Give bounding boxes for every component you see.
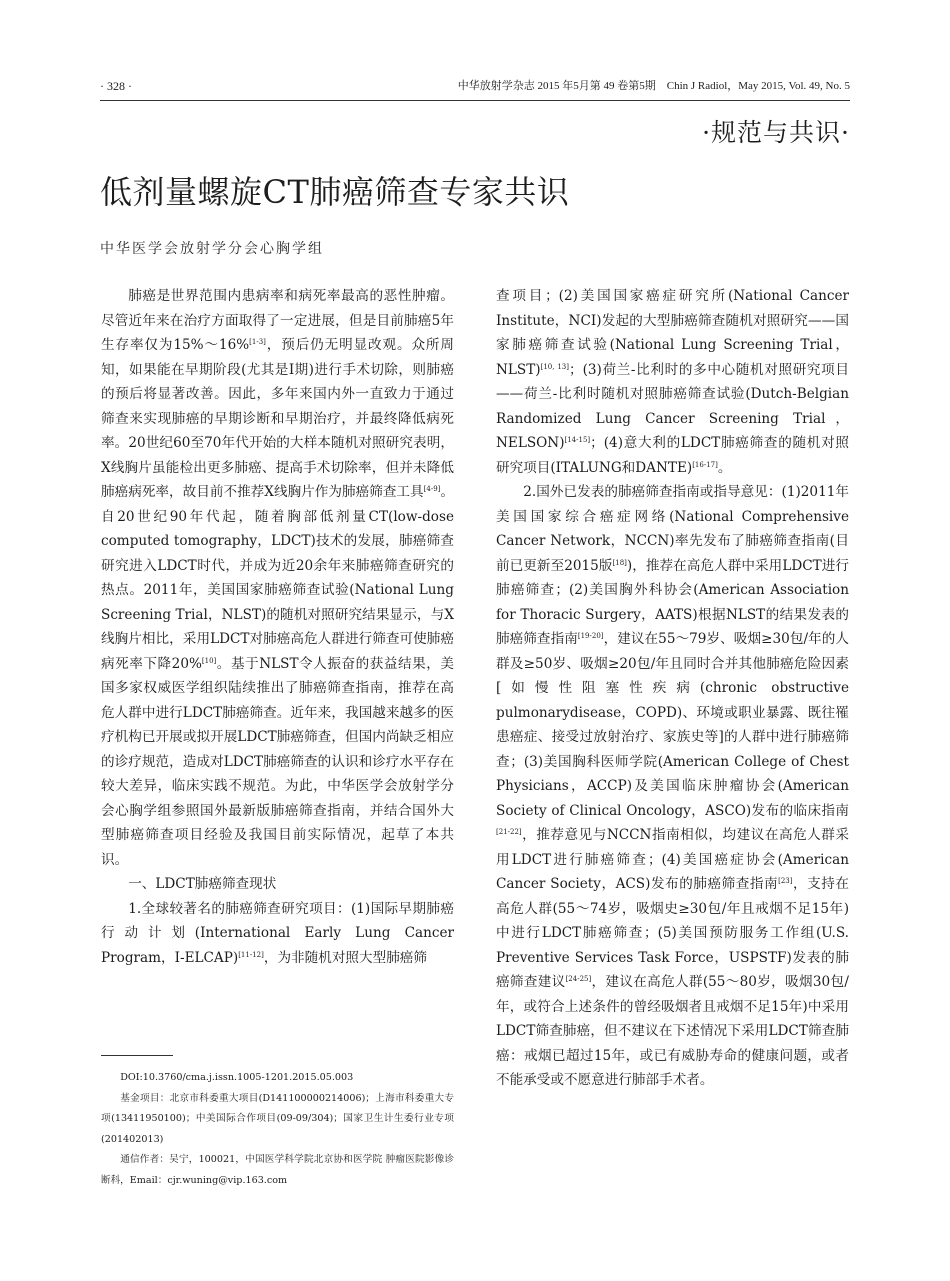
left-column bbox=[101, 284, 454, 970]
citation-ref: [23] bbox=[778, 877, 793, 885]
article-title: 低剂量螺旋CT肺癌筛查专家共识 bbox=[100, 173, 570, 211]
citation-ref: [10, 13] bbox=[540, 362, 569, 371]
text-run: 1.全球较著名的肺癌筛查研究项目：(1)国际早期肺癌行动计划(International Early Lung Cancer Program，I-ELCAP) bbox=[101, 900, 454, 966]
citation-ref: [21-22] bbox=[496, 828, 522, 836]
footnote-divider bbox=[101, 1055, 173, 1056]
citation-ref: [19-20] bbox=[577, 632, 604, 640]
intro-paragraph bbox=[101, 284, 454, 872]
text-run: )，推荐在高危人群中采用LDCT进行肺癌筛查；(2)美国胸外科协会(American Association for Thoracic Surgery，AATS)根据NLST的结果发表的肺癌筛查指南 bbox=[496, 557, 849, 647]
citation-ref: [18] bbox=[612, 558, 627, 567]
text-run: ，支持在高危人群(55～74岁，吸烟史≥30包/年且戒烟不足15年)中进行LDCT肺癌筛查；(5)美国预防服务工作组(U.S. Preventive Services Task Force，USPSTF)发表的肺癌筛查建议 bbox=[496, 876, 849, 990]
correspondence-footnote: 通信作者：吴宁，100021，中国医学科学院北京协和医学院 肿瘤医院影像诊断科，Email：cjr.wuning@vip.163.com bbox=[101, 1154, 454, 1186]
citation-ref: [14-15] bbox=[564, 436, 591, 444]
citation-ref: [4-9] bbox=[423, 485, 441, 493]
citation-ref: [16-17] bbox=[692, 460, 718, 469]
text-run: 肺癌是世界范围内患病率和病死率最高的恶性肿瘤。尽管近年来在治疗方面取得了一定进展，但是目前肺癌5年生存率仅为15%～16% bbox=[101, 288, 454, 353]
text-run: 2.国外已发表的肺癌筛查指南或指导意见：(1)2011年美国国家综合癌症网络(National Comprehensive Cancer Network，NCCN)率先发布了肺癌筛查指南(目前已更新至2015版 bbox=[496, 484, 849, 574]
footnotes bbox=[101, 1068, 454, 1191]
text-run: ；(4)意大利的LDCT肺癌筛查的随机对照研究项目(ITALUNG和DANTE) bbox=[496, 435, 849, 476]
author-group: 中华医学会放射学分会心胸学组 bbox=[100, 241, 324, 257]
body-paragraph bbox=[101, 897, 454, 971]
text-run: ，为非随机对照大型肺癌筛 bbox=[263, 949, 427, 966]
citation-ref: [10] bbox=[201, 656, 217, 665]
citation-ref: [1-3] bbox=[249, 338, 266, 346]
citation-ref: [11-12] bbox=[238, 950, 264, 959]
funding-footnote: 基金项目：北京市科委重大项目(D141100000214006)；上海市科委重大专项(13411950100)；中美国际合作项目(09-09/304)；国家卫生计生委行业专项(201402013) bbox=[101, 1092, 454, 1145]
text-run: ，建议在55～79岁、吸烟≥30包/年的人群及≥50岁、吸烟≥20包/年且同时合并其他肺癌危险因素[如慢性阻塞性疾病(chronic obstructive pulmonarydisease，COPD)、环境或职业暴露、既往罹患癌症、接受过放射治疗、家族史等]的人群中进行肺癌筛查；(3)美国胸科医师学院(American College of Chest Physicians，ACCP)及美国临床肿瘤协会(American Society of Clinical Oncology，ASCO)发布的临床指南 bbox=[496, 631, 849, 819]
doi-footnote: DOI:10.3760/cma.j.issn.1005-1201.2015.05.003 bbox=[120, 1072, 354, 1083]
page-number: · 328 · bbox=[100, 79, 132, 93]
text-run: ；(3)荷兰-比利时的多中心随机对照研究项目——荷兰-比利时随机对照肺癌筛查试验(Dutch-Belgian Randomized Lung Cancer Screening Trial，NELSON) bbox=[496, 361, 849, 451]
text-run: ，推荐意见与NCCN指南相似，均建议在高危人群采用LDCT进行肺癌筛查；(4)美国癌症协会(American Cancer Society，ACS)发布的肺癌筛查指南 bbox=[496, 827, 849, 892]
text-run: ，预后仍无明显改观。众所周知，如果能在早期阶段(尤其是Ⅰ期)进行手术切除，则肺癌的预后将显著改善。因此，多年来国内外一直致力于通过筛查来实现肺癌的早期诊断和早期治疗，并最终降低病死率。20世纪60至70年代开始的大样本随机对照研究表明，X线胸片虽能检出更多肺癌、提高手术切除率，但并未降低肺癌病死率，故目前不推荐X线胸片作为肺癌筛查工具 bbox=[101, 337, 454, 500]
section-tag: ·规范与共识· bbox=[702, 118, 850, 147]
text-run: 查项目；(2)美国国家癌症研究所(National Cancer Institute，NCI)发起的大型肺癌筛查随机对照研究——国家肺癌筛查试验(National Lung Screening Trial，NLST) bbox=[496, 288, 849, 378]
body-paragraph bbox=[496, 480, 849, 1093]
text-run: 。 bbox=[717, 459, 732, 476]
section-heading: 一、LDCT肺癌筛查现状 bbox=[128, 876, 277, 892]
text-run: 。基于NLST令人振奋的获益结果，美国多家权威医学组织陆续推出了肺癌筛查指南，推荐在高危人群中进行LDCT肺癌筛查。近年来，我国越来越多的医疗机构已开展或拟开展LDCT肺癌筛查，但国内尚缺乏相应的诊疗规范，造成对LDCT肺癌筛查的认识和诊疗水平存在较大差异，临床实践不规范。为此，中华医学会放射学分会心胸学组参照国外最新版肺癌筛查指南，并结合国外大型肺癌筛查项目经验及我国目前实际情况，起草了本共识。 bbox=[101, 655, 454, 868]
citation-ref: [24-25] bbox=[565, 975, 592, 983]
text-run: ，建议在高危人群(55～80岁，吸烟30包/年，或符合上述条件的曾经吸烟者且戒烟不足15年)中采用LDCT筛查肺癌，但不建议在下述情况下采用LDCT筛查肺癌：戒烟已超过15年，或已有威胁寿命的健康问题，或者不能承受或不愿意进行肺部手术者。 bbox=[496, 974, 850, 1088]
right-column bbox=[496, 284, 849, 1093]
journal-citation-line: 中华放射学杂志 2015 年5月第 49 卷第5期 Chin J Radiol，May 2015, Vol. 49, No. 5 bbox=[457, 80, 850, 92]
continued-paragraph bbox=[496, 284, 849, 480]
text-run: 。自20世纪90年代起，随着胸部低剂量CT(low-dose computed tomography，LDCT)技术的发展，肺癌筛查研究进入LDCT时代，并成为近20余年来肺癌筛查研究的热点。2011年，美国国家肺癌筛查试验(National Lung Screening Trial，NLST)的随机对照研究结果显示，与X线胸片相比，采用LDCT对肺癌高危人群进行筛查可使肺癌病死率下降20% bbox=[101, 484, 454, 672]
running-header bbox=[100, 78, 850, 101]
